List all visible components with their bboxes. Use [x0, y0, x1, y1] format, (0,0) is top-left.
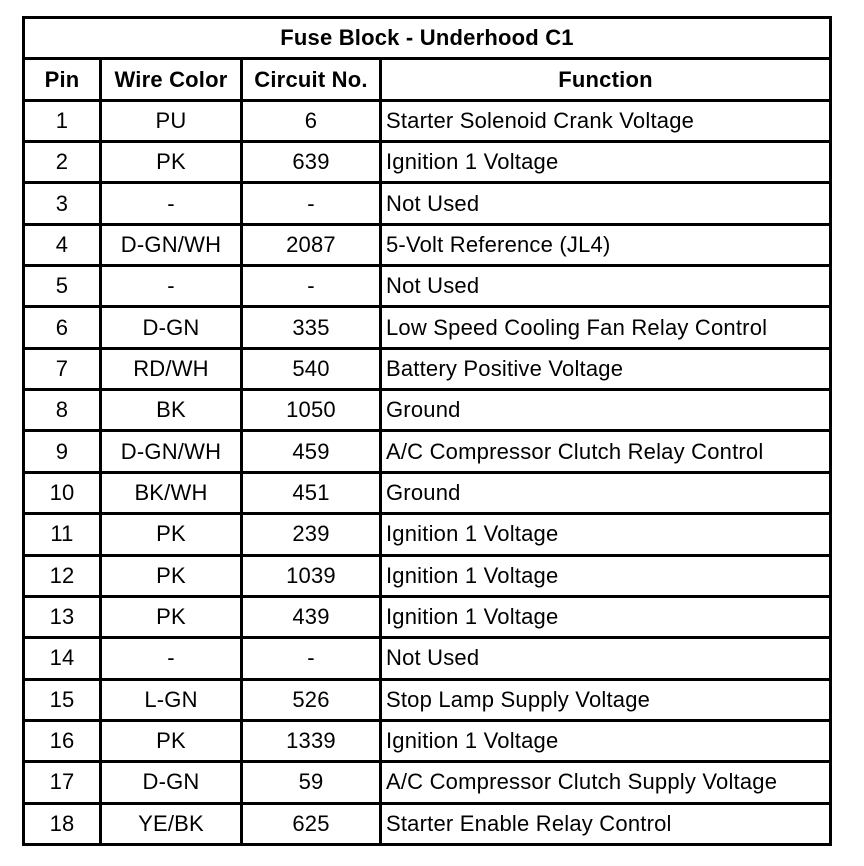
cell-circuit-no: -: [243, 267, 379, 305]
cell-pin: 16: [25, 722, 99, 760]
cell-circuit-no: 59: [243, 763, 379, 801]
cell-wire-color: D-GN: [102, 763, 240, 801]
cell-wire-color: PU: [102, 102, 240, 140]
cell-circuit-no: 6: [243, 102, 379, 140]
header-function: Function: [382, 60, 829, 98]
cell-wire-color: D-GN/WH: [102, 226, 240, 264]
cell-function: Ground: [382, 391, 829, 429]
cell-function: Ignition 1 Voltage: [382, 722, 829, 760]
cell-circuit-no: -: [243, 639, 379, 677]
cell-wire-color: -: [102, 267, 240, 305]
cell-circuit-no: 639: [243, 143, 379, 181]
cell-pin: 11: [25, 515, 99, 553]
cell-function: Starter Solenoid Crank Voltage: [382, 102, 829, 140]
cell-pin: 6: [25, 308, 99, 346]
cell-pin: 17: [25, 763, 99, 801]
cell-wire-color: PK: [102, 598, 240, 636]
cell-circuit-no: -: [243, 184, 379, 222]
cell-wire-color: D-GN/WH: [102, 432, 240, 470]
cell-wire-color: YE/BK: [102, 805, 240, 843]
cell-pin: 5: [25, 267, 99, 305]
cell-pin: 12: [25, 557, 99, 595]
cell-function: Ignition 1 Voltage: [382, 598, 829, 636]
cell-pin: 18: [25, 805, 99, 843]
header-wire-color: Wire Color: [102, 60, 240, 98]
header-circuit-no: Circuit No.: [243, 60, 379, 98]
cell-pin: 14: [25, 639, 99, 677]
cell-wire-color: D-GN: [102, 308, 240, 346]
cell-circuit-no: 526: [243, 681, 379, 719]
cell-circuit-no: 335: [243, 308, 379, 346]
cell-function: Starter Enable Relay Control: [382, 805, 829, 843]
cell-pin: 7: [25, 350, 99, 388]
cell-pin: 3: [25, 184, 99, 222]
cell-function: Not Used: [382, 639, 829, 677]
connector-table: [22, 16, 832, 846]
cell-pin: 8: [25, 391, 99, 429]
cell-pin: 15: [25, 681, 99, 719]
cell-wire-color: BK/WH: [102, 474, 240, 512]
cell-circuit-no: 239: [243, 515, 379, 553]
cell-circuit-no: 1039: [243, 557, 379, 595]
cell-function: A/C Compressor Clutch Supply Voltage: [382, 763, 829, 801]
cell-function: Not Used: [382, 267, 829, 305]
cell-wire-color: PK: [102, 143, 240, 181]
cell-pin: 13: [25, 598, 99, 636]
table-title: Fuse Block - Underhood C1: [25, 19, 829, 57]
cell-circuit-no: 459: [243, 432, 379, 470]
cell-function: Stop Lamp Supply Voltage: [382, 681, 829, 719]
cell-function: Low Speed Cooling Fan Relay Control: [382, 308, 829, 346]
cell-circuit-no: 540: [243, 350, 379, 388]
cell-wire-color: -: [102, 184, 240, 222]
cell-function: Ignition 1 Voltage: [382, 143, 829, 181]
cell-pin: 1: [25, 102, 99, 140]
cell-function: Ignition 1 Voltage: [382, 515, 829, 553]
cell-circuit-no: 439: [243, 598, 379, 636]
cell-circuit-no: 625: [243, 805, 379, 843]
cell-circuit-no: 1339: [243, 722, 379, 760]
cell-wire-color: BK: [102, 391, 240, 429]
cell-pin: 10: [25, 474, 99, 512]
cell-wire-color: PK: [102, 515, 240, 553]
cell-wire-color: L-GN: [102, 681, 240, 719]
cell-circuit-no: 2087: [243, 226, 379, 264]
cell-circuit-no: 451: [243, 474, 379, 512]
cell-pin: 2: [25, 143, 99, 181]
cell-function: A/C Compressor Clutch Relay Control: [382, 432, 829, 470]
cell-function: Ground: [382, 474, 829, 512]
cell-function: 5-Volt Reference (JL4): [382, 226, 829, 264]
cell-wire-color: PK: [102, 722, 240, 760]
cell-wire-color: PK: [102, 557, 240, 595]
cell-pin: 9: [25, 432, 99, 470]
cell-circuit-no: 1050: [243, 391, 379, 429]
cell-function: Not Used: [382, 184, 829, 222]
cell-wire-color: -: [102, 639, 240, 677]
cell-function: Battery Positive Voltage: [382, 350, 829, 388]
cell-pin: 4: [25, 226, 99, 264]
header-pin: Pin: [25, 60, 99, 98]
cell-wire-color: RD/WH: [102, 350, 240, 388]
cell-function: Ignition 1 Voltage: [382, 557, 829, 595]
